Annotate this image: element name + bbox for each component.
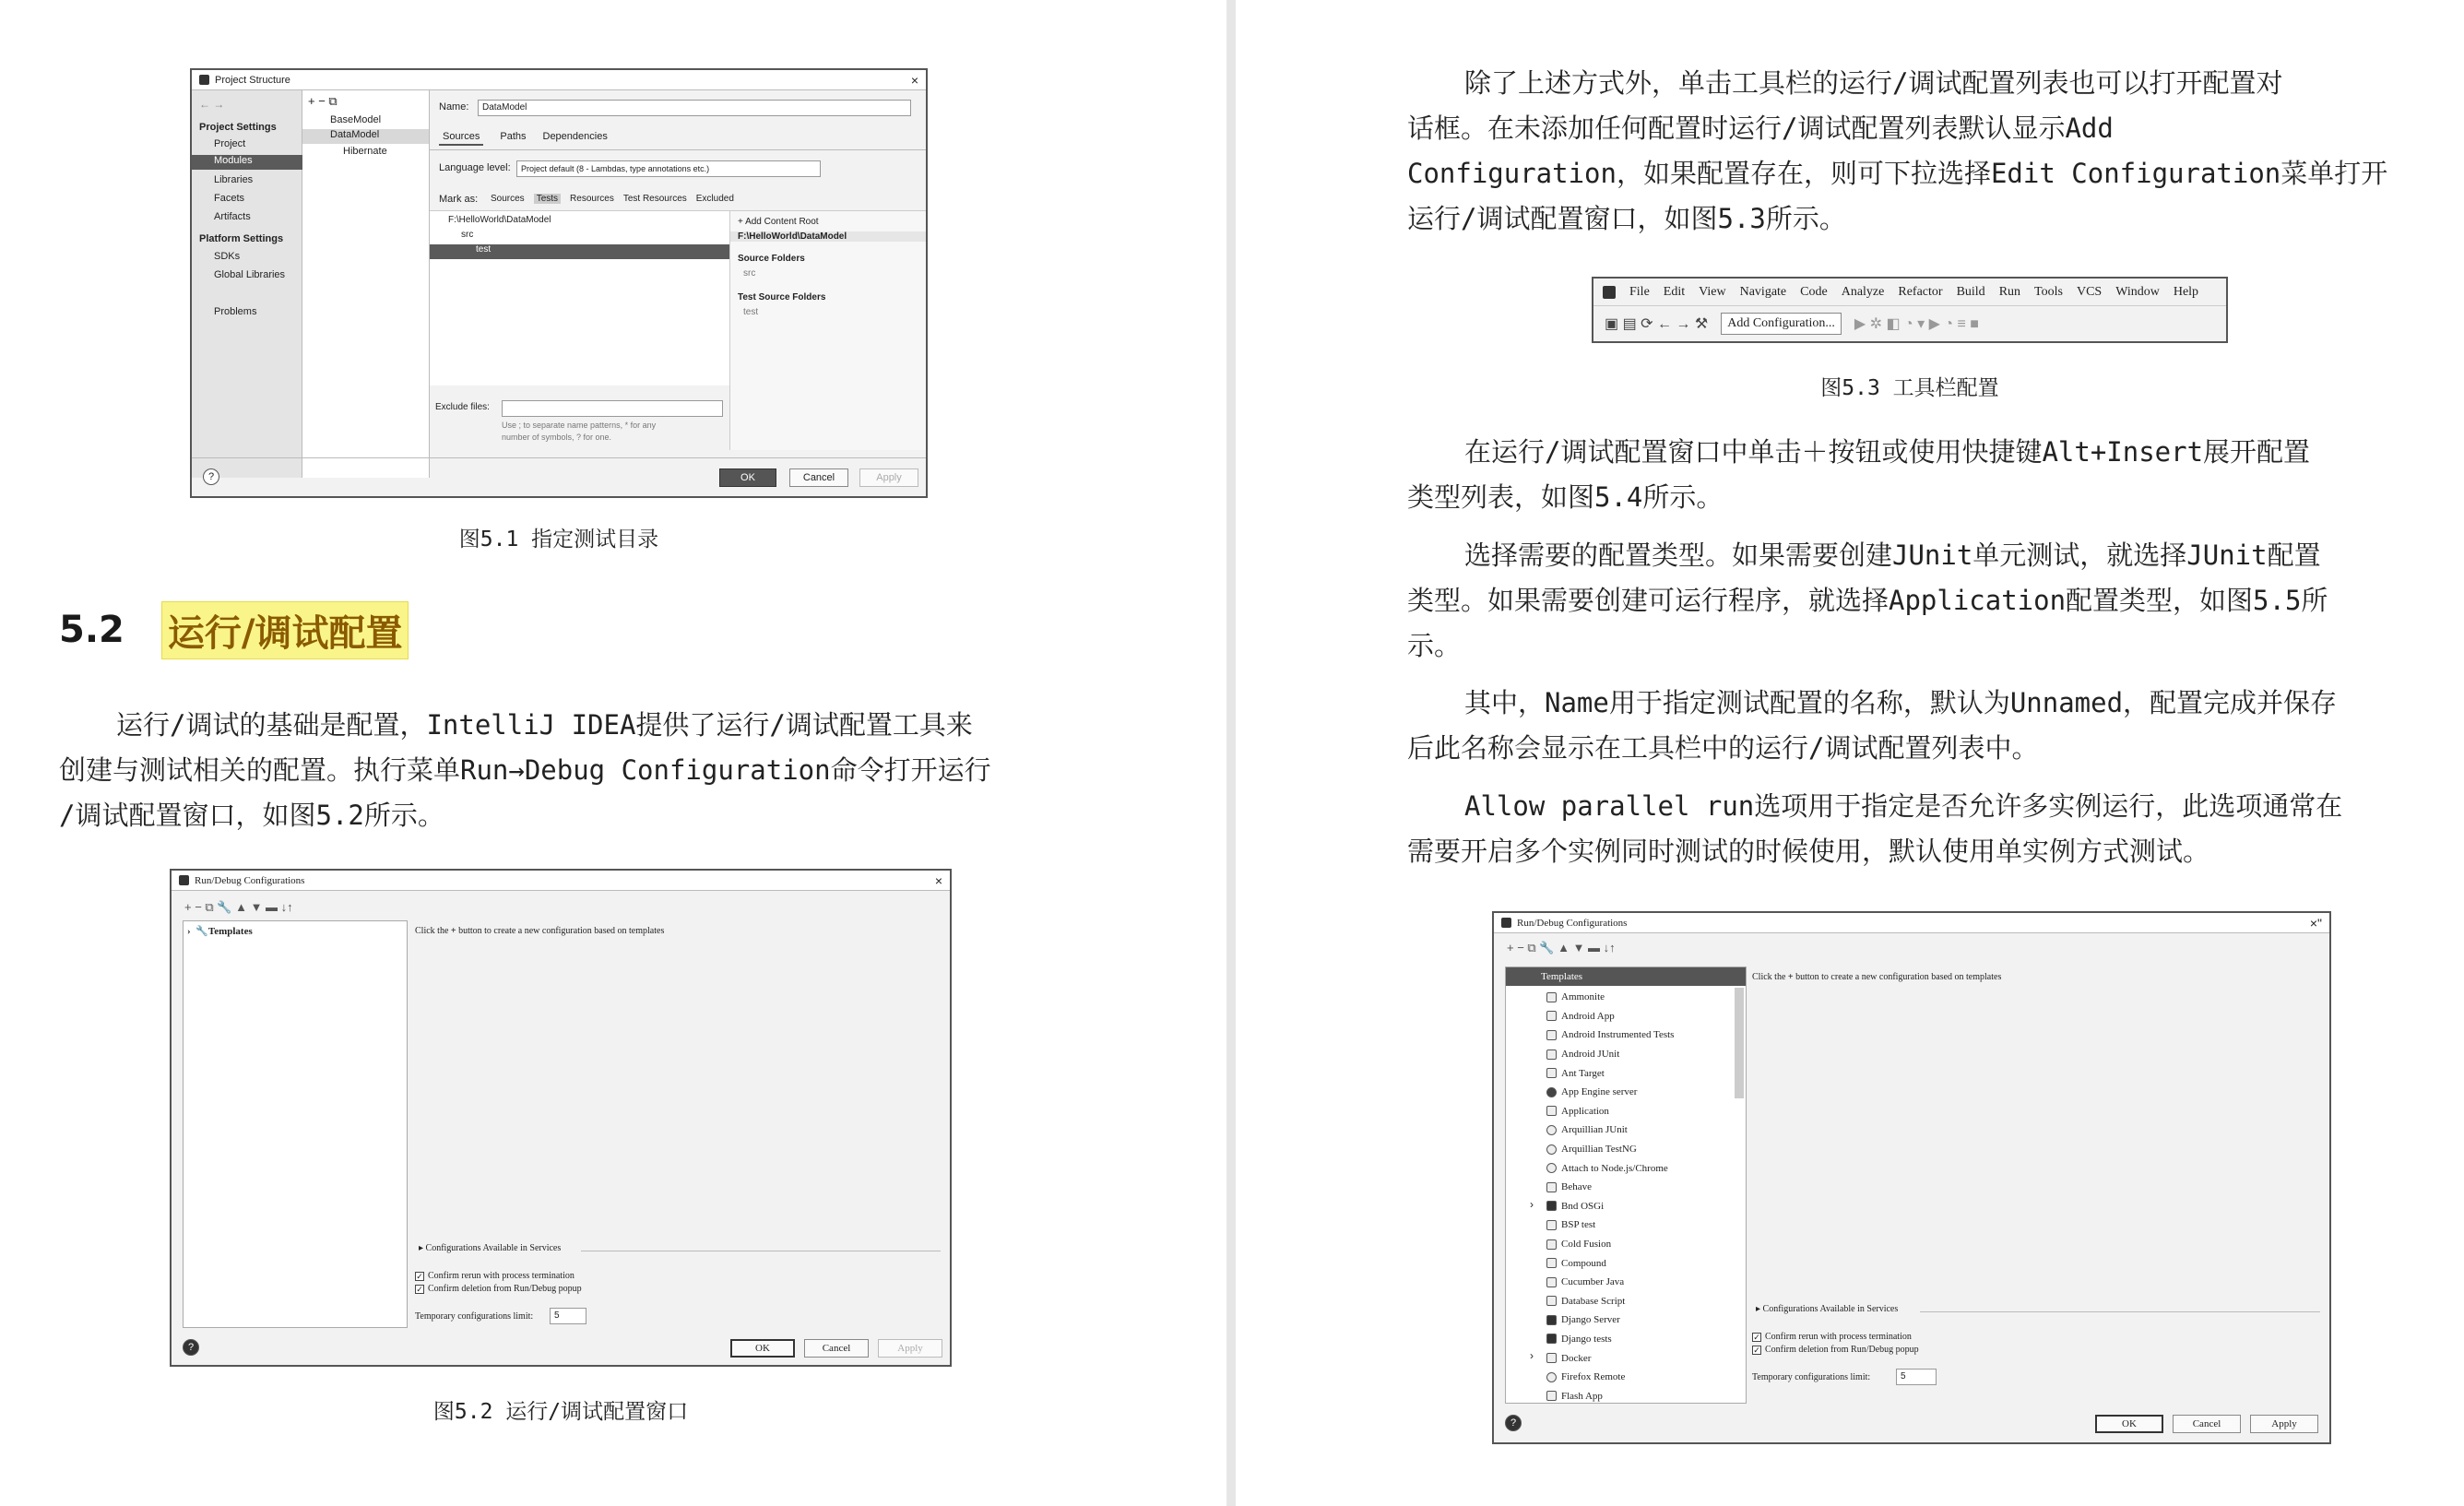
tree-root-templates[interactable] [187, 925, 253, 937]
app-icon [1501, 918, 1511, 928]
chevron-right-icon[interactable]: › [1530, 1349, 1534, 1362]
project-structure-dialog [190, 68, 928, 498]
sidebar-heading-project: Project Settings [199, 122, 277, 133]
add-configuration-button[interactable]: Add Configuration... [1721, 313, 1842, 335]
template-label: BSP test [1561, 1219, 1596, 1231]
mark-test-resources[interactable]: Test Resources [622, 194, 687, 204]
mark-excluded[interactable]: Excluded [695, 194, 734, 204]
figure-caption: 图5.1 指定测试目录 [458, 528, 659, 551]
temp-limit-input[interactable]: 5 [550, 1308, 586, 1324]
paragraph-line: 其中，Name用于指定测试配置的名称，默认为Unnamed，配置完成并保存 [1464, 687, 2338, 718]
template-label: Cold Fusion [1561, 1239, 1612, 1251]
template-item-flash-app[interactable] [1546, 1386, 1674, 1405]
help-icon[interactable]: ? [203, 468, 219, 485]
mark-resources[interactable]: Resources [570, 194, 614, 204]
paragraph-line: /调试配置窗口，如图5.2所示。 [59, 800, 444, 831]
template-item-android-junit[interactable] [1546, 1045, 1674, 1064]
empty-hint [415, 926, 664, 936]
sidebar-item-artifacts[interactable]: Artifacts [214, 211, 251, 222]
menu-run[interactable]: Run [1998, 284, 2021, 299]
sidebar-item-libraries[interactable]: Libraries [214, 174, 254, 185]
paragraph-line: 除了上述方式外，单击工具栏的运行/调试配置列表也可以打开配置对 [1464, 67, 2283, 99]
sidebar-item-problems[interactable]: Problems [214, 306, 257, 317]
menu-vcs[interactable]: VCS [2076, 284, 2103, 299]
menu-window[interactable]: Window [2115, 284, 2160, 299]
apply-button[interactable]: Apply [859, 468, 918, 487]
template-label: Bnd OSGi [1561, 1200, 1605, 1212]
tab-dependencies[interactable]: Dependencies [542, 131, 608, 142]
chevron-right-icon[interactable]: › [187, 926, 196, 937]
footer-divider [192, 457, 928, 458]
template-item-android-instrumented-tests[interactable] [1546, 1026, 1674, 1045]
paragraph-line: 创建与测试相关的配置。执行菜单Run→Debug Configuration命令打开运行 [59, 754, 991, 786]
template-list [1546, 988, 1674, 1405]
source-folders-label: Source Folders [738, 254, 805, 264]
tab-paths[interactable]: Paths [500, 131, 527, 142]
confirm-deletion-checkbox[interactable] [415, 1284, 582, 1294]
paragraph-line: Allow parallel run选项用于指定是否允许多实例运行，此选项通常在 [1464, 790, 2343, 822]
confirm-rerun-label: Confirm rerun with process termination [1765, 1332, 1912, 1342]
template-item-attach-node[interactable] [1546, 1158, 1674, 1178]
chevron-right-icon: ▸ [419, 1243, 426, 1253]
paragraph-line: 示。 [1407, 630, 1462, 661]
confirm-rerun-checkbox[interactable] [1752, 1332, 1912, 1342]
template-item-cucumber-java[interactable] [1546, 1273, 1674, 1292]
template-item-firefox-remote[interactable] [1546, 1368, 1674, 1387]
mark-as-label: Mark as: [439, 194, 479, 205]
dialog-titlebar [172, 871, 950, 891]
paragraph [59, 703, 1064, 838]
tab-sources[interactable]: Sources [439, 131, 483, 146]
bsp-icon [1546, 1220, 1557, 1230]
dialog-titlebar [1494, 913, 2329, 933]
paragraph [1407, 681, 2412, 771]
exclude-hint-line-2: number of symbols, ? for one. [502, 433, 612, 442]
application-icon [1546, 1106, 1557, 1116]
temp-limit-label: Temporary configurations limit: [415, 1311, 534, 1322]
menu-file[interactable]: File [1629, 284, 1650, 299]
left-page [0, 0, 1226, 1506]
paragraph [1407, 784, 2412, 874]
template-label: Flash App [1561, 1390, 1603, 1402]
ant-icon [1546, 1068, 1557, 1078]
compound-icon [1546, 1258, 1557, 1268]
docker-icon [1546, 1353, 1557, 1363]
services-toggle[interactable] [1756, 1304, 1898, 1314]
settings-tabs [439, 131, 608, 146]
help-icon[interactable]: ? [1505, 1415, 1522, 1431]
temp-limit-input[interactable]: 5 [1896, 1369, 1937, 1385]
name-input[interactable]: DataModel [478, 100, 911, 116]
paragraph-line: 话框。在未添加任何配置时运行/调试配置列表默认显示Add [1407, 113, 2114, 144]
wrench-icon: 🔧 [195, 926, 208, 937]
ide-toolbar-figure [1592, 277, 2228, 343]
template-item-arquillian-junit[interactable] [1546, 1121, 1674, 1140]
tree-root-templates-selected[interactable] [1506, 967, 1746, 986]
dialog-title: Run/Debug Configurations [1517, 917, 1628, 929]
template-label: Arquillian JUnit [1561, 1124, 1628, 1136]
menu-code[interactable]: Code [1800, 284, 1828, 299]
services-toggle[interactable] [419, 1243, 561, 1253]
paragraph-line: 类型。如果需要创建可运行程序，就选择Application配置类型，如图5.5所 [1407, 585, 2328, 616]
flash-icon [1546, 1391, 1557, 1401]
template-item-ant-target[interactable] [1546, 1063, 1674, 1083]
template-item-compound[interactable] [1546, 1253, 1674, 1273]
android-icon [1546, 1030, 1557, 1040]
exclude-files-input[interactable] [502, 400, 723, 417]
paragraph-line: 运行/调试的基础是配置，IntelliJ IDEA提供了运行/调试配置工具来 [116, 709, 973, 741]
template-item-django-tests[interactable] [1546, 1330, 1674, 1349]
menu-bar [1593, 279, 2226, 306]
close-icon[interactable]: ×" [2309, 915, 2322, 931]
sidebar-item-sdks[interactable]: SDKs [214, 251, 241, 262]
ok-button[interactable]: OK [719, 468, 776, 487]
template-label: Firefox Remote [1561, 1371, 1626, 1383]
language-level-select[interactable]: Project default (8 - Lambdas, type annotations etc.) [516, 160, 821, 177]
sidebar-item-modules[interactable]: Modules [192, 155, 302, 170]
app-engine-icon [1546, 1087, 1557, 1097]
template-item-ammonite[interactable] [1546, 988, 1674, 1007]
close-icon[interactable]: × [934, 872, 942, 888]
page-gutter [1226, 0, 1236, 1506]
config-toolbar-icons[interactable]: + − ⧉ 🔧 ▲ ▼ ▬ ↓↑ [184, 900, 293, 914]
plus-icon: + [450, 926, 456, 936]
bnd-icon [1546, 1201, 1557, 1211]
sidebar-heading-platform: Platform Settings [199, 233, 284, 244]
template-label: App Engine server [1561, 1086, 1638, 1098]
language-level-label: Language level: [439, 162, 511, 173]
template-label: Django Server [1561, 1314, 1620, 1326]
ok-button[interactable]: OK [2095, 1415, 2163, 1433]
mark-as-row [491, 194, 734, 204]
template-item-android-app[interactable] [1546, 1007, 1674, 1026]
main-toolbar [1593, 306, 2226, 341]
nav-arrows-icon[interactable]: ← → [199, 98, 225, 111]
run-debug-templates-dialog [1492, 911, 2331, 1444]
menu-analyze[interactable]: Analyze [1841, 284, 1885, 299]
cancel-button[interactable]: Cancel [789, 468, 848, 487]
exclude-hint-line-1: Use ; to separate name patterns, * for any [502, 421, 657, 430]
nodejs-icon [1546, 1163, 1557, 1173]
firefox-icon [1546, 1372, 1557, 1382]
tabs-divider [430, 149, 926, 150]
templates-label: Templates [1541, 971, 1583, 982]
test-source-folders-label: Test Source Folders [738, 292, 826, 302]
close-icon[interactable]: × [910, 72, 918, 88]
content-tree [430, 210, 729, 385]
template-item-bnd-osgi[interactable] [1546, 1197, 1674, 1216]
template-item-arquillian-testng[interactable] [1546, 1140, 1674, 1159]
template-item-cold-fusion[interactable] [1546, 1235, 1674, 1254]
hint-text: button to create a new configuration based on templates [1795, 972, 2002, 982]
toolbar-file-icons[interactable]: ▣ ▤ ⟳ ← → ⚒ [1605, 316, 1709, 332]
check-icon: ✓ [1753, 1332, 1760, 1342]
section-number: 5.2 [59, 609, 124, 651]
section-title: 运行/调试配置 [161, 601, 409, 659]
app-icon [199, 75, 209, 85]
template-label: Android JUnit [1561, 1049, 1620, 1061]
modules-toolbar-icons[interactable]: + − ⧉ [308, 94, 338, 108]
figure-caption: 图5.3 工具栏配置 [1820, 376, 1999, 400]
settings-sidebar [192, 90, 302, 478]
module-item[interactable]: BaseModel [330, 114, 382, 125]
source-folder-item[interactable]: src [743, 268, 756, 279]
django-icon [1546, 1315, 1557, 1325]
database-icon [1546, 1296, 1557, 1306]
template-label: Compound [1561, 1257, 1606, 1269]
template-item-app-engine-server[interactable] [1546, 1083, 1674, 1102]
template-label: Android App [1561, 1010, 1615, 1022]
menu-tools[interactable]: Tools [2034, 284, 2063, 299]
config-toolbar-icons[interactable]: + − ⧉ 🔧 ▲ ▼ ▬ ↓↑ [1507, 941, 1616, 955]
menu-navigate[interactable]: Navigate [1739, 284, 1787, 299]
template-label: Attach to Node.js/Chrome [1561, 1162, 1668, 1174]
confirm-rerun-label: Confirm rerun with process termination [428, 1271, 575, 1281]
cancel-button[interactable]: Cancel [804, 1339, 869, 1358]
temp-limit-label: Temporary configurations limit: [1752, 1372, 1871, 1382]
sidebar-item-global-libraries[interactable]: Global Libraries [214, 269, 286, 280]
name-label: Name: [439, 101, 469, 113]
template-item-bsp-test[interactable] [1546, 1215, 1674, 1235]
template-item-django-server[interactable] [1546, 1310, 1674, 1330]
mark-sources[interactable]: Sources [491, 194, 525, 204]
template-item-behave[interactable] [1546, 1178, 1674, 1197]
dialog-title: Run/Debug Configurations [195, 874, 305, 886]
template-item-docker[interactable] [1546, 1348, 1674, 1368]
tree-src[interactable]: src [461, 230, 474, 240]
arquillian-icon [1546, 1144, 1557, 1155]
paragraph [1407, 61, 2412, 242]
template-label: Android Instrumented Tests [1561, 1029, 1675, 1041]
template-label: Database Script [1561, 1295, 1626, 1307]
section-heading [59, 601, 409, 658]
exclude-files-label: Exclude files: [435, 402, 490, 412]
template-tree [1505, 966, 1747, 1404]
confirm-rerun-checkbox[interactable] [415, 1271, 575, 1281]
chevron-right-icon[interactable]: › [1530, 1198, 1534, 1211]
ammonite-icon [1546, 992, 1557, 1002]
hint-text: button to create a new configuration based on templates [458, 926, 665, 936]
android-icon [1546, 1049, 1557, 1060]
check-icon: ✓ [416, 1271, 423, 1281]
paragraph [1407, 533, 2412, 669]
modules-column [302, 90, 430, 478]
services-label: Configurations Available in Services [1762, 1304, 1899, 1314]
menu-view[interactable]: View [1699, 284, 1726, 299]
services-divider [1920, 1311, 2320, 1312]
cucumber-icon [1546, 1277, 1557, 1287]
help-icon[interactable]: ? [183, 1339, 199, 1356]
menu-help[interactable]: Help [2173, 284, 2199, 299]
check-icon: ✓ [1753, 1345, 1760, 1355]
template-label: Behave [1561, 1181, 1592, 1193]
tree-test-selected[interactable]: test [430, 244, 729, 259]
template-item-application[interactable] [1546, 1102, 1674, 1121]
confirm-deletion-label: Confirm deletion from Run/Debug popup [428, 1284, 582, 1294]
content-root-path: F:\HelloWorld\DataModel [730, 231, 926, 242]
template-label: Docker [1561, 1352, 1592, 1364]
confirm-deletion-label: Confirm deletion from Run/Debug popup [1765, 1345, 1919, 1355]
check-icon: ✓ [416, 1284, 423, 1294]
template-label: Ant Target [1561, 1067, 1605, 1079]
template-label: Ammonite [1561, 991, 1605, 1003]
arquillian-icon [1546, 1125, 1557, 1135]
ok-button[interactable]: OK [730, 1339, 795, 1358]
template-item-database-script[interactable] [1546, 1292, 1674, 1311]
paragraph [1407, 430, 2412, 520]
apply-button[interactable]: Apply [2250, 1415, 2318, 1433]
menu-edit[interactable]: Edit [1663, 284, 1686, 299]
app-icon [1603, 286, 1616, 299]
paragraph-line: 运行/调试配置窗口，如图5.3所示。 [1407, 203, 1846, 234]
run-debug-dialog [170, 869, 952, 1367]
plus-icon: + [1787, 972, 1794, 982]
services-label: Configurations Available in Services [425, 1243, 562, 1253]
content-root-panel [729, 210, 926, 450]
hint-text: Click the [415, 926, 449, 936]
coldfusion-icon [1546, 1239, 1557, 1250]
tree-root[interactable]: F:\HelloWorld\DataModel [448, 215, 551, 225]
module-settings [430, 90, 926, 478]
module-item[interactable]: Hibernate [343, 146, 387, 157]
dialog-titlebar [192, 70, 926, 90]
template-label: Django tests [1561, 1333, 1612, 1345]
right-page [1236, 0, 2464, 1506]
template-label: Arquillian TestNG [1561, 1144, 1637, 1156]
mark-tests[interactable]: Tests [534, 194, 561, 204]
paragraph-line: Configuration，如果配置存在，则可下拉选择Edit Configuration菜单打开 [1407, 158, 2388, 189]
template-label: Cucumber Java [1561, 1276, 1625, 1288]
sidebar-item-facets[interactable]: Facets [214, 193, 245, 204]
figure-caption: 图5.2 运行/调试配置窗口 [432, 1400, 689, 1424]
templates-label: Templates [207, 926, 253, 937]
menu-refactor[interactable]: Refactor [1898, 284, 1943, 299]
menu-build[interactable]: Build [1956, 284, 1985, 299]
django-icon [1546, 1334, 1557, 1344]
add-content-root-button[interactable]: + Add Content Root [738, 217, 819, 227]
hint-text: Click the [1752, 972, 1786, 982]
test-source-folder-item[interactable]: test [743, 307, 759, 317]
confirm-deletion-checkbox[interactable] [1752, 1345, 1919, 1355]
chevron-right-icon: ▸ [1756, 1304, 1763, 1314]
toolbar-run-icons[interactable]: ▶ ✲ ◧ ◔ ▾ ▶ ◔ ≡ ■ [1854, 316, 1979, 332]
config-tree [183, 920, 408, 1328]
paragraph-line: 选择需要的配置类型。如果需要创建JUnit单元测试，就选择JUnit配置 [1464, 540, 2321, 571]
apply-button[interactable]: Apply [878, 1339, 942, 1358]
app-icon [179, 875, 189, 885]
template-label: Application [1561, 1105, 1609, 1117]
empty-hint [1752, 972, 2001, 982]
dialog-title: Project Structure [215, 74, 290, 86]
sidebar-item-project[interactable]: Project [214, 138, 246, 149]
paragraph-line: 后此名称会显示在工具栏中的运行/调试配置列表中。 [1407, 732, 2039, 764]
cancel-button[interactable]: Cancel [2173, 1415, 2241, 1433]
tree-scrollbar[interactable] [1735, 988, 1744, 1098]
paragraph-line: 类型列表，如图5.4所示。 [1407, 481, 1724, 513]
paragraph-line: 在运行/调试配置窗口中单击＋按钮或使用快捷键Alt+Insert展开配置 [1464, 436, 2311, 468]
module-item-selected[interactable]: DataModel [302, 129, 429, 144]
android-icon [1546, 1011, 1557, 1021]
paragraph-line: 需要开启多个实例同时测试的时候使用，默认使用单实例方式测试。 [1407, 836, 2210, 867]
behave-icon [1546, 1182, 1557, 1192]
